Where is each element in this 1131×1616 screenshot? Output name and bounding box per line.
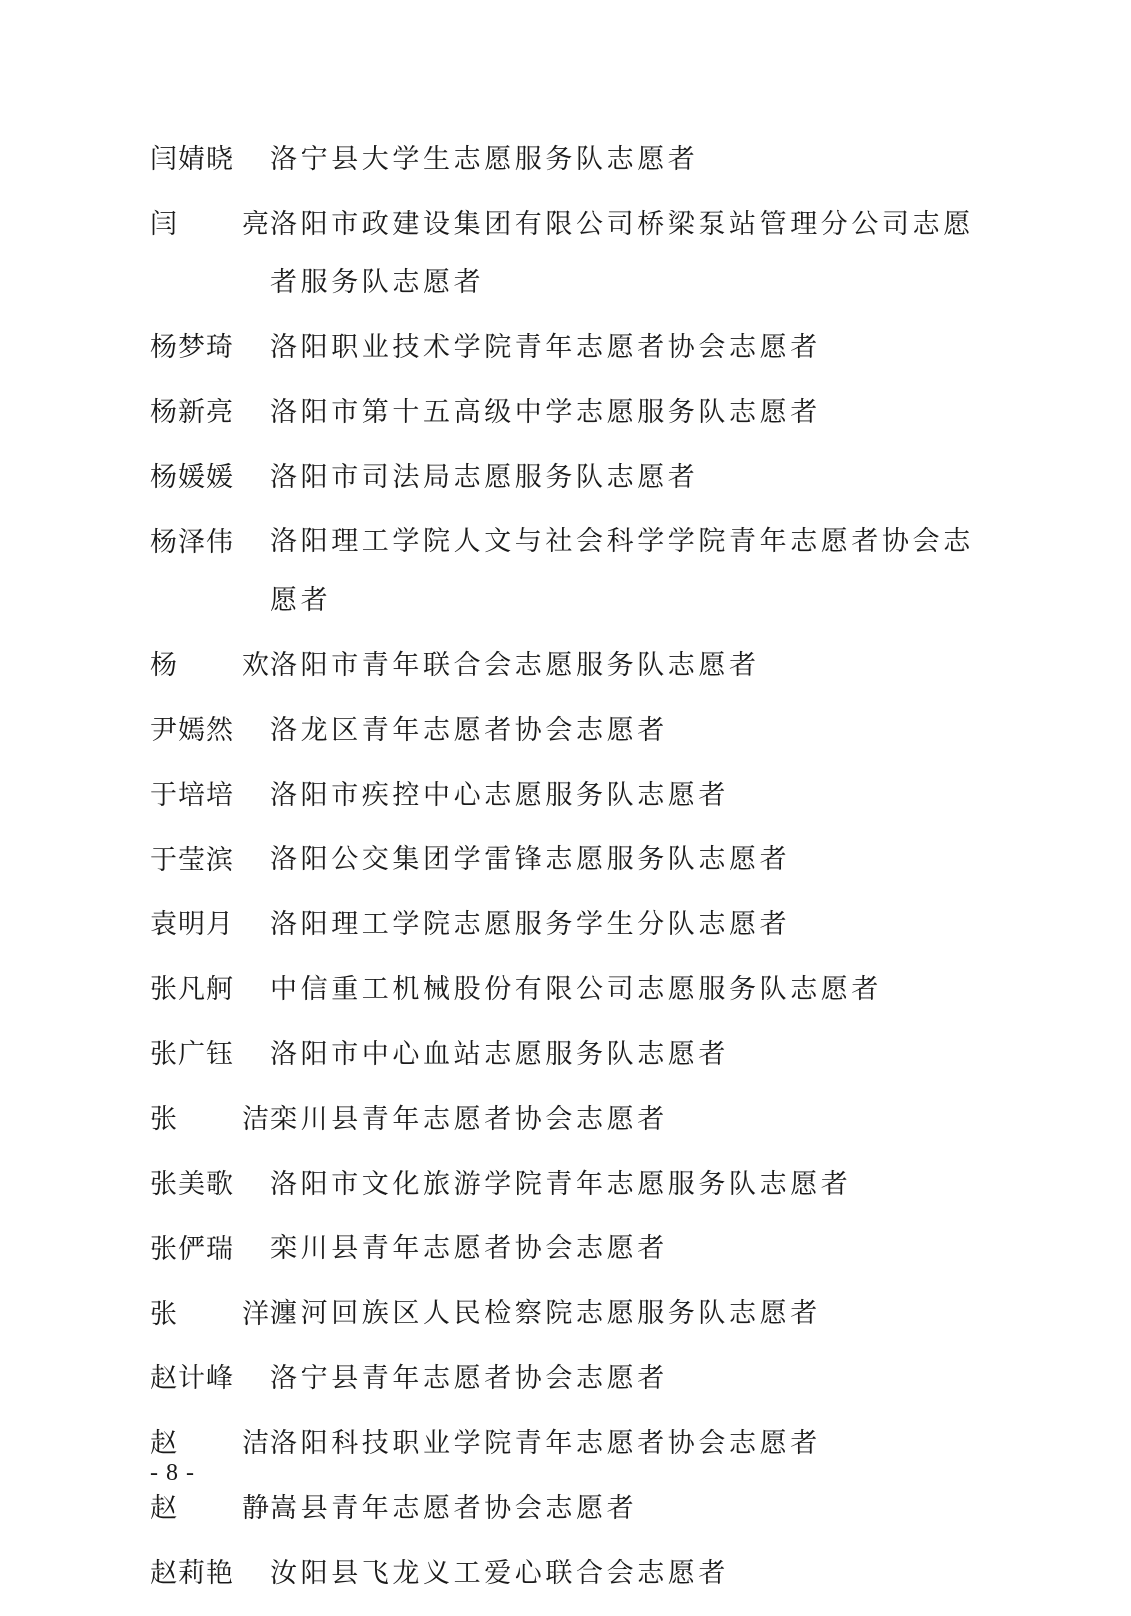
list-item [150, 1032, 990, 1084]
name-char: 张 [150, 1103, 178, 1135]
list-item [150, 773, 990, 825]
list-item [150, 643, 990, 695]
list-item [150, 1292, 990, 1344]
list-item [150, 1097, 990, 1149]
list-item [150, 390, 990, 442]
list-item [150, 902, 990, 954]
volunteer-name: 于培培 [150, 779, 234, 811]
volunteer-organization: 洛阳市第十五高级中学志愿服务队志愿者 [270, 396, 821, 428]
volunteer-name [150, 1486, 270, 1532]
volunteer-organization: 洛宁县青年志愿者协会志愿者 [270, 1363, 668, 1395]
volunteer-organization: 洛阳职业技术学院青年志愿者协会志愿者 [270, 331, 821, 363]
list-item [150, 202, 990, 313]
volunteer-name: 张美歌 [150, 1168, 234, 1200]
volunteer-name: 赵计峰 [150, 1363, 234, 1395]
volunteer-name: 袁明月 [150, 909, 234, 941]
volunteer-organization: 洛阳市政建设集团有限公司桥梁泵站管理分公司志愿者服务队志愿者 [270, 208, 974, 299]
name-char: 赵 [150, 1428, 178, 1460]
name-char: 张 [150, 1298, 178, 1330]
volunteer-organization: 瀍河回族区人民检察院志愿服务队志愿者 [270, 1298, 821, 1330]
volunteer-organization: 洛龙区青年志愿者协会志愿者 [270, 714, 668, 746]
volunteer-organization: 洛阳市文化旅游学院青年志愿服务队志愿者 [270, 1168, 852, 1200]
name-char: 杨 [150, 650, 178, 682]
list-item [150, 1356, 990, 1408]
list-item [150, 137, 990, 189]
volunteer-organization: 洛阳理工学院人文与社会科学学院青年志愿者协会志愿者 [270, 526, 974, 616]
list-item [150, 520, 990, 631]
volunteer-organization: 洛阳公交集团学雷锋志愿服务队志愿者 [270, 844, 791, 876]
name-char: 亮 [242, 208, 270, 240]
name-char: 赵 [150, 1493, 178, 1525]
volunteer-name: 杨新亮 [150, 397, 234, 429]
list-item [150, 708, 990, 760]
volunteer-name: 闫婧晓 [150, 144, 234, 175]
volunteer-organization: 洛阳市司法局志愿服务队志愿者 [270, 461, 699, 493]
name-char: 洁 [242, 1428, 270, 1460]
volunteer-name: 赵莉艳 [150, 1557, 234, 1589]
name-char: 欢 [242, 650, 270, 682]
volunteer-name: 杨媛媛 [150, 461, 234, 493]
volunteer-name [150, 643, 270, 689]
volunteer-name: 张凡舸 [150, 974, 234, 1006]
volunteer-name [150, 1097, 270, 1143]
volunteer-organization: 洛阳市中心血站志愿服务队志愿者 [270, 1038, 729, 1070]
volunteer-organization: 洛阳市青年联合会志愿服务队志愿者 [270, 649, 760, 681]
volunteer-organization: 洛阳市疾控中心志愿服务队志愿者 [270, 779, 729, 811]
list-item [150, 1227, 990, 1279]
volunteer-organization: 汝阳县飞龙义工爱心联合会志愿者 [270, 1557, 729, 1589]
name-char: 静 [242, 1493, 270, 1525]
list-item [150, 325, 990, 377]
volunteer-name: 于莹滨 [150, 844, 234, 876]
volunteer-organization: 嵩县青年志愿者协会志愿者 [270, 1492, 638, 1524]
list-item [150, 455, 990, 507]
list-item [150, 838, 990, 890]
volunteer-name: 杨梦琦 [150, 332, 234, 364]
volunteer-organization: 栾川县青年志愿者协会志愿者 [270, 1103, 668, 1135]
list-item [150, 1486, 990, 1538]
name-char: 洋 [242, 1298, 270, 1330]
list-item [150, 1421, 990, 1473]
name-char: 闫 [150, 208, 178, 240]
volunteer-name: 张俨瑞 [150, 1233, 234, 1265]
volunteer-name [150, 1292, 270, 1338]
list-item [150, 1162, 990, 1214]
volunteer-organization: 洛宁县大学生志愿服务队志愿者 [270, 143, 699, 175]
volunteer-name: 张广钰 [150, 1039, 234, 1071]
name-char: 洁 [242, 1103, 270, 1135]
volunteer-name: 杨泽伟 [150, 526, 234, 558]
page-number: - 8 - [150, 1460, 195, 1486]
volunteer-organization: 洛阳科技职业学院青年志愿者协会志愿者 [270, 1427, 821, 1459]
volunteer-name [150, 202, 270, 248]
volunteer-name: 尹嫣然 [150, 714, 234, 746]
list-item [150, 967, 990, 1019]
volunteer-organization: 洛阳理工学院志愿服务学生分队志愿者 [270, 909, 791, 941]
volunteer-list [150, 137, 990, 1616]
volunteer-organization: 栾川县青年志愿者协会志愿者 [270, 1233, 668, 1265]
volunteer-organization: 中信重工机械股份有限公司志愿服务队志愿者 [270, 974, 882, 1006]
list-item [150, 1551, 990, 1603]
